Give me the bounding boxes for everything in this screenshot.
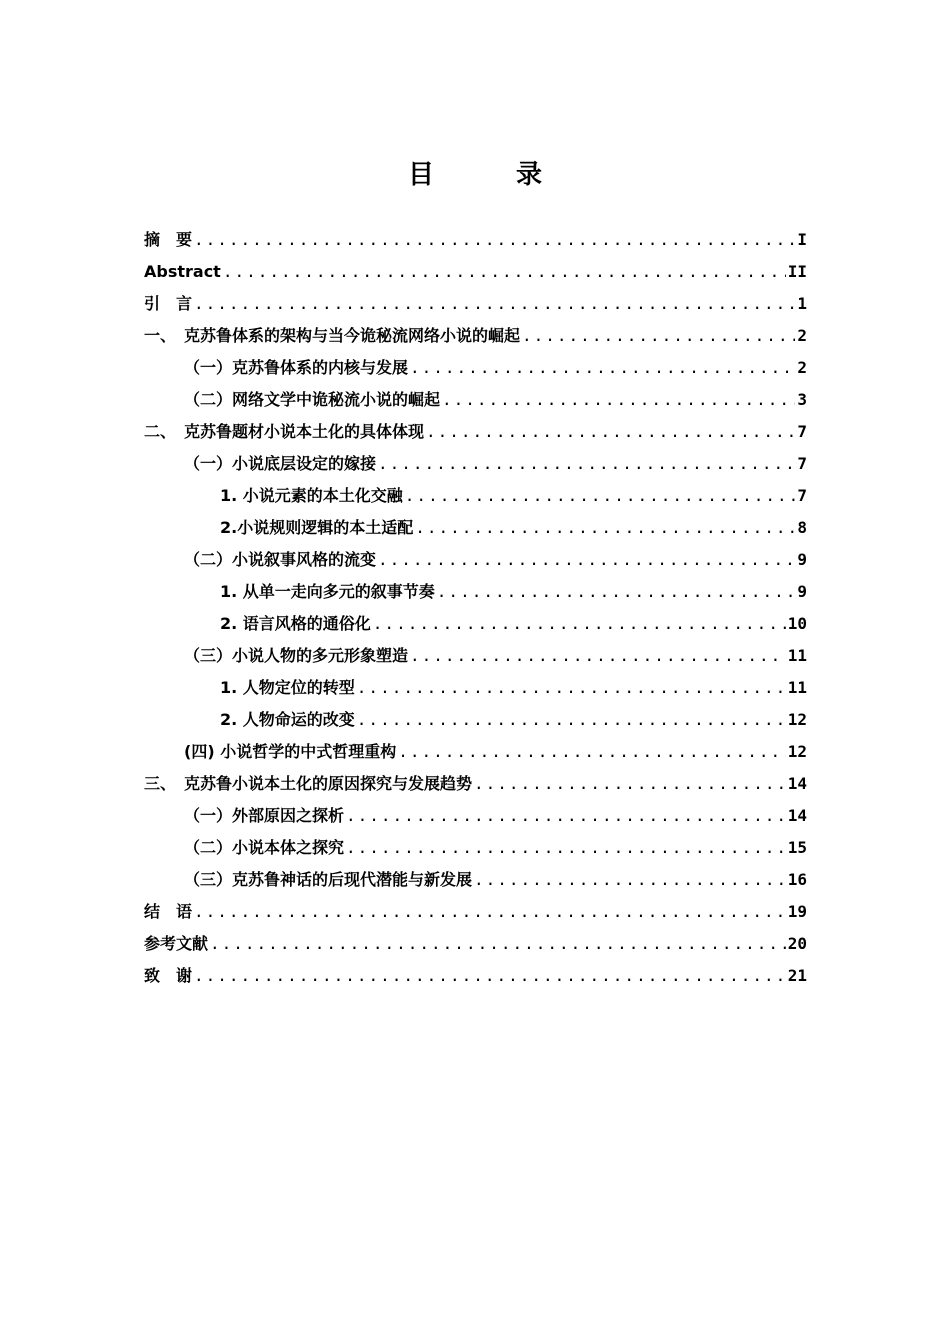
toc-entry-page: 14 (787, 806, 807, 825)
dot-leader (373, 608, 786, 640)
dot-leader (357, 672, 786, 704)
toc-entry-subsection-2-1-1 (144, 480, 807, 512)
dot-leader (194, 288, 795, 320)
toc-entry-page: 11 (787, 646, 807, 665)
toc-entry-label: Abstract (144, 262, 221, 281)
dot-leader (522, 320, 795, 352)
dot-leader (405, 480, 796, 512)
dot-leader (474, 864, 786, 896)
toc-entry-section-2-4 (144, 736, 807, 768)
toc-entry-abstract-en (144, 256, 807, 288)
toc-title: 目 录 (407, 160, 570, 190)
toc-entry-label: （一）克苏鲁体系的内核与发展 (184, 358, 409, 377)
toc-entry-label: (四) 小说哲学的中式哲理重构 (184, 742, 397, 761)
toc-entry-introduction (144, 288, 807, 320)
toc-entry-section-3-3 (144, 864, 807, 896)
toc-entry-label: 摘 要 (144, 230, 193, 249)
dot-leader (398, 736, 786, 768)
toc-entry-label: （一）外部原因之探析 (184, 806, 345, 825)
toc-entry-subsection-2-2-1 (144, 576, 807, 608)
dot-leader (437, 576, 796, 608)
toc-entry-label: 1. 小说元素的本土化交融 (220, 486, 403, 505)
toc-entry-label: 1. 人物定位的转型 (220, 678, 355, 697)
toc-entry-section-2-2 (144, 544, 807, 576)
dot-leader (346, 800, 786, 832)
toc-entry-page: 10 (787, 614, 807, 633)
toc-entry-section-2-1 (144, 448, 807, 480)
toc-entry-page: 11 (787, 678, 807, 697)
toc-entry-chapter-3 (144, 768, 807, 800)
dot-leader (194, 960, 786, 992)
dot-leader (442, 384, 795, 416)
toc-entry-page: 16 (787, 870, 807, 889)
dot-leader (426, 416, 795, 448)
toc-list (144, 224, 807, 992)
toc-entry-chapter-2 (144, 416, 807, 448)
toc-entry-page: 19 (787, 902, 807, 921)
dot-leader (194, 224, 795, 256)
dot-leader (474, 768, 786, 800)
toc-entry-label: 2. 语言风格的通俗化 (220, 614, 371, 633)
toc-entry-page: 7 (797, 422, 807, 441)
toc-entry-page: 9 (797, 582, 807, 601)
toc-entry-label: （二）小说叙事风格的流变 (184, 550, 377, 569)
toc-entry-label: 结 语 (144, 902, 193, 921)
toc-entry-label: 引 言 (144, 294, 193, 313)
toc-entry-acknowledgements (144, 960, 807, 992)
toc-entry-label: 参考文献 (144, 934, 209, 953)
toc-entry-page: 12 (787, 710, 807, 729)
toc-entry-label: 一、 克苏鲁体系的架构与当今诡秘流网络小说的崛起 (144, 326, 521, 345)
toc-entry-abstract-cn (144, 224, 807, 256)
dot-leader (210, 928, 786, 960)
toc-entry-page: 1 (797, 294, 807, 313)
toc-entry-label: （二）小说本体之探究 (184, 838, 345, 857)
dot-leader (410, 352, 795, 384)
toc-entry-page: 14 (787, 774, 807, 793)
toc-entry-subsection-2-3-1 (144, 672, 807, 704)
toc-entry-label: （二）网络文学中诡秘流小说的崛起 (184, 390, 441, 409)
toc-entry-section-1-2 (144, 384, 807, 416)
toc-entry-page: I (797, 230, 807, 249)
toc-entry-page: II (787, 262, 807, 281)
toc-entry-subsection-2-2-2 (144, 608, 807, 640)
dot-leader (378, 448, 795, 480)
dot-leader (357, 704, 786, 736)
toc-entry-page: 15 (787, 838, 807, 857)
toc-entry-subsection-2-1-2 (144, 512, 807, 544)
toc-entry-page: 2 (797, 358, 807, 377)
toc-entry-chapter-1 (144, 320, 807, 352)
toc-entry-conclusion (144, 896, 807, 928)
toc-entry-page: 3 (797, 390, 807, 409)
dot-leader (378, 544, 795, 576)
toc-entry-label: （三）克苏鲁神话的后现代潜能与新发展 (184, 870, 473, 889)
toc-entry-section-3-2 (144, 832, 807, 864)
toc-entry-subsection-2-3-2 (144, 704, 807, 736)
dot-leader (223, 256, 786, 288)
toc-entry-references (144, 928, 807, 960)
toc-entry-page: 7 (797, 486, 807, 505)
toc-entry-label: （一）小说底层设定的嫁接 (184, 454, 377, 473)
toc-entry-section-2-3 (144, 640, 807, 672)
toc-entry-label: 致 谢 (144, 966, 193, 985)
dot-leader (410, 640, 786, 672)
toc-entry-page: 21 (787, 966, 807, 985)
toc-entry-page: 2 (797, 326, 807, 345)
toc-entry-label: 2.小说规则逻辑的本土适配 (220, 518, 414, 537)
toc-entry-label: 二、 克苏鲁题材小说本土化的具体体现 (144, 422, 425, 441)
toc-entry-label: （三）小说人物的多元形象塑造 (184, 646, 409, 665)
toc-entry-page: 7 (797, 454, 807, 473)
toc-entry-label: 2. 人物命运的改变 (220, 710, 355, 729)
dot-leader (194, 896, 786, 928)
dot-leader (415, 512, 795, 544)
dot-leader (346, 832, 786, 864)
toc-entry-section-3-1 (144, 800, 807, 832)
toc-entry-page: 12 (787, 742, 807, 761)
toc-entry-label: 三、 克苏鲁小说本土化的原因探究与发展趋势 (144, 774, 473, 793)
toc-entry-label: 1. 从单一走向多元的叙事节奏 (220, 582, 435, 601)
toc-entry-page: 20 (787, 934, 807, 953)
toc-entry-page: 9 (797, 550, 807, 569)
toc-entry-page: 8 (797, 518, 807, 537)
toc-entry-section-1-1 (144, 352, 807, 384)
